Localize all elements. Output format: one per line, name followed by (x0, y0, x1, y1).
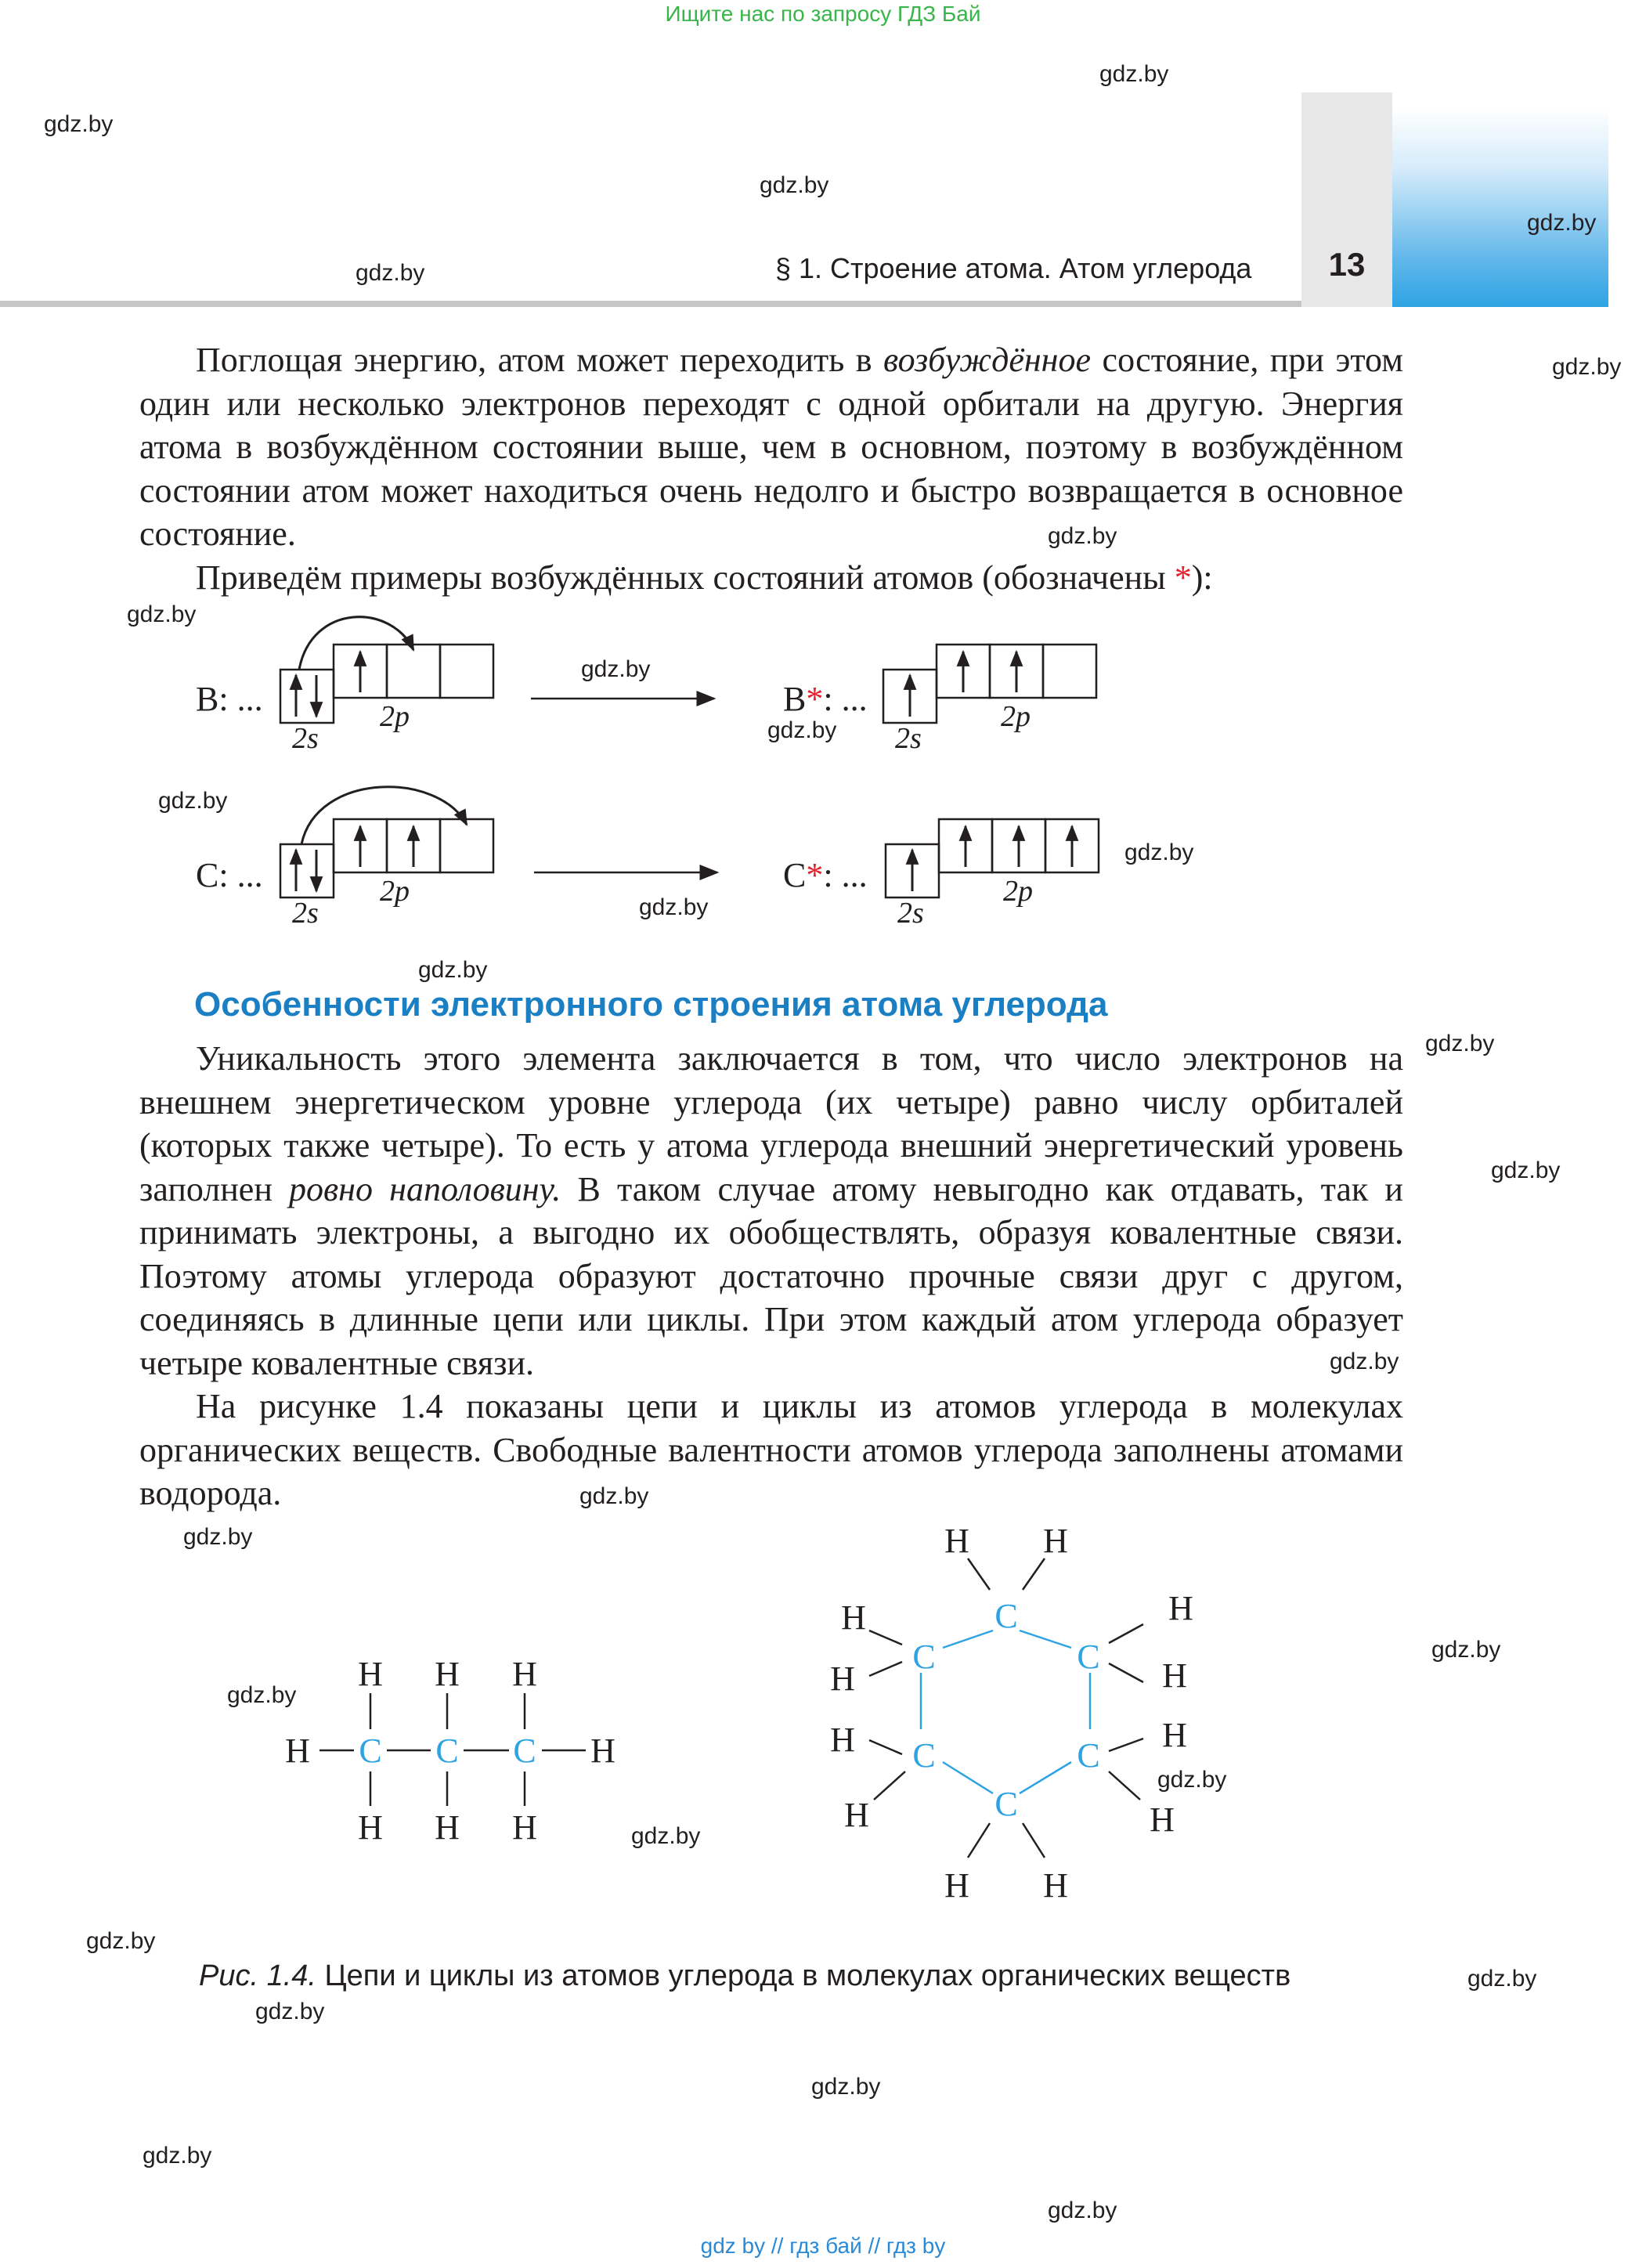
watermark: gdz.by (227, 1682, 297, 1708)
hydrogen-atom: H (944, 1866, 969, 1905)
watermark: gdz.by (760, 172, 829, 198)
watermark: gdz.by (158, 788, 228, 814)
hydrogen-atom: H (841, 1598, 866, 1637)
watermark: gdz.by (579, 1483, 649, 1509)
bottom-site-links[interactable]: gdz by // гдз бай // гдз by (700, 2234, 946, 2258)
watermark: gdz.by (631, 1823, 701, 1849)
excited-suffix: : ... (823, 680, 868, 718)
hydrogen-atom: H (1043, 1866, 1068, 1905)
section-heading: Особенности электронного строения атома углерода (194, 985, 1108, 1024)
orbital-2p-label: 2p (1001, 700, 1031, 733)
figure-caption (199, 1959, 1290, 1993)
hydrogen-atom: H (1043, 1522, 1068, 1560)
watermark: gdz.by (1431, 1637, 1501, 1663)
carbon-atom: C (1077, 1736, 1100, 1775)
excited-star-mark: * (806, 856, 824, 894)
excited-star-mark: * (806, 680, 824, 718)
boron-excited-symbol: B (783, 680, 807, 718)
hydrogen-atom: H (1162, 1656, 1187, 1695)
watermark: gdz.by (767, 717, 837, 743)
watermark: gdz.by (418, 957, 488, 983)
watermark: gdz.by (127, 601, 197, 627)
watermark: gdz.by (143, 2143, 212, 2169)
paragraph-text: Уникальность этого элемента заключается в том, что число электронов на внешнем энергетическом уровне углерода (их четыре) равно числу орбиталей (которых также четыре). То есть у атома углерода внешний энергетический уровень заполнен (139, 1039, 1403, 1208)
watermark: gdz.by (811, 2074, 881, 2100)
watermark: gdz.by (1425, 1031, 1495, 1056)
hydrogen-atom: H (512, 1655, 537, 1693)
emphasis-text: ровно наполовину. (289, 1169, 561, 1208)
watermark: gdz.by (86, 1928, 156, 1954)
watermark: gdz.by (1330, 1349, 1399, 1374)
running-header-title: § 1. Строение атома. Атом углерода (775, 252, 1252, 284)
orbital-2s-label: 2s (897, 897, 924, 930)
paragraph-text: Поглощая энергию, атом может переходить в (196, 341, 884, 379)
figure-label: Рис. 1.4. (199, 1959, 316, 1992)
emphasis-text: возбуждённое (883, 341, 1092, 379)
carbon-atom: C (513, 1732, 536, 1770)
excited-star-mark: * (1174, 558, 1192, 597)
figure-caption-text: Цепи и циклы из атомов углерода в молекулах органических веществ (316, 1959, 1291, 1992)
hydrogen-atom: H (1150, 1800, 1175, 1839)
carbon-atom: C (435, 1732, 459, 1770)
watermark: gdz.by (639, 894, 709, 920)
watermark: gdz.by (255, 1999, 325, 2024)
carbon-atom: C (994, 1785, 1018, 1823)
carbon-atom: C (912, 1736, 936, 1775)
watermark: gdz.by (1124, 840, 1194, 865)
hydrogen-atom: H (590, 1732, 615, 1770)
watermark: gdz.by (1491, 1157, 1561, 1183)
carbon-excited-symbol: C (783, 856, 807, 894)
orbital-2s-label: 2s (292, 722, 319, 755)
boron-label: B: ... (196, 680, 263, 718)
carbon-atom: C (359, 1732, 382, 1770)
hydrogen-atom: H (512, 1808, 537, 1847)
hydrogen-atom: H (844, 1796, 869, 1834)
carbon-atom: C (1077, 1638, 1100, 1676)
carbon-label: C: ... (196, 856, 263, 894)
hydrogen-atom: H (944, 1522, 969, 1560)
watermark: gdz.by (1157, 1767, 1227, 1793)
hydrogen-atom: H (285, 1732, 310, 1770)
page-number: 13 (1328, 246, 1366, 283)
carbon-atom: C (994, 1597, 1018, 1635)
excited-suffix: : ... (823, 856, 868, 894)
carbon-atom: C (912, 1638, 936, 1676)
hydrogen-atom: H (358, 1655, 383, 1693)
hydrogen-atom: H (1168, 1589, 1193, 1627)
watermark: gdz.by (1552, 354, 1622, 380)
paragraph-text: Приведём примеры возбуждённых состояний атомов (обозначены (196, 558, 1175, 597)
cyclohexane-ring (830, 1522, 1193, 1905)
hydrogen-atom: H (435, 1808, 460, 1847)
orbital-2s-label: 2s (895, 722, 922, 755)
watermark: gdz.by (581, 656, 651, 682)
paragraph-text: ): (1191, 558, 1213, 597)
paragraph-text: В таком случае атому невыгодно как отдавать, так и принимать электроны, а выгодно их обобществлять, образуя ковалентные связи. Поэтому атомы углерода образуют достаточно прочные связи друг с другом, соединяясь в длинные цепи или циклы. При этом каждый атом углерода образует четыре ковалентные связи. (139, 1169, 1403, 1382)
hydrogen-atom: H (830, 1659, 855, 1698)
watermark: gdz.by (1527, 210, 1597, 236)
orbital-2p-label: 2p (380, 875, 410, 908)
paragraph-text: состояние, при этом один или несколько электронов переходят с одной орбитали на другую. Энергия атома в возбуждённом состоянии выше, чем в основном, поэтому в возбуждённом состоянии атом может находиться очень недолго и быстро возвращается в основное состояние. (139, 341, 1403, 553)
cyclohexane-ring-bonds (921, 1631, 1090, 1793)
hydrogen-atom: H (435, 1655, 460, 1693)
orbital-2s-label: 2s (292, 897, 319, 930)
watermark: gdz.by (183, 1524, 253, 1550)
orbital-2p-label: 2p (380, 700, 410, 733)
watermark: gdz.by (44, 111, 114, 137)
watermark: gdz.by (1099, 61, 1169, 87)
watermark: gdz.by (1048, 523, 1117, 549)
orbital-2p-label: 2p (1003, 875, 1033, 908)
hydrogen-atom: H (358, 1808, 383, 1847)
watermark: gdz.by (356, 260, 425, 286)
hydrogen-atom: H (1162, 1716, 1187, 1754)
hydrogen-atom: H (830, 1721, 855, 1759)
top-search-banner[interactable]: Ищите нас по запросу ГДЗ Бай (665, 2, 981, 26)
paragraph-figure-reference: На рисунке 1.4 показаны цепи и циклы из атомов углерода в молекулах органических веществ. Свободные валентности атомов углерода заполнены атомами водорода. (139, 1387, 1403, 1512)
watermark: gdz.by (1467, 1966, 1537, 1992)
watermark: gdz.by (1048, 2198, 1117, 2223)
